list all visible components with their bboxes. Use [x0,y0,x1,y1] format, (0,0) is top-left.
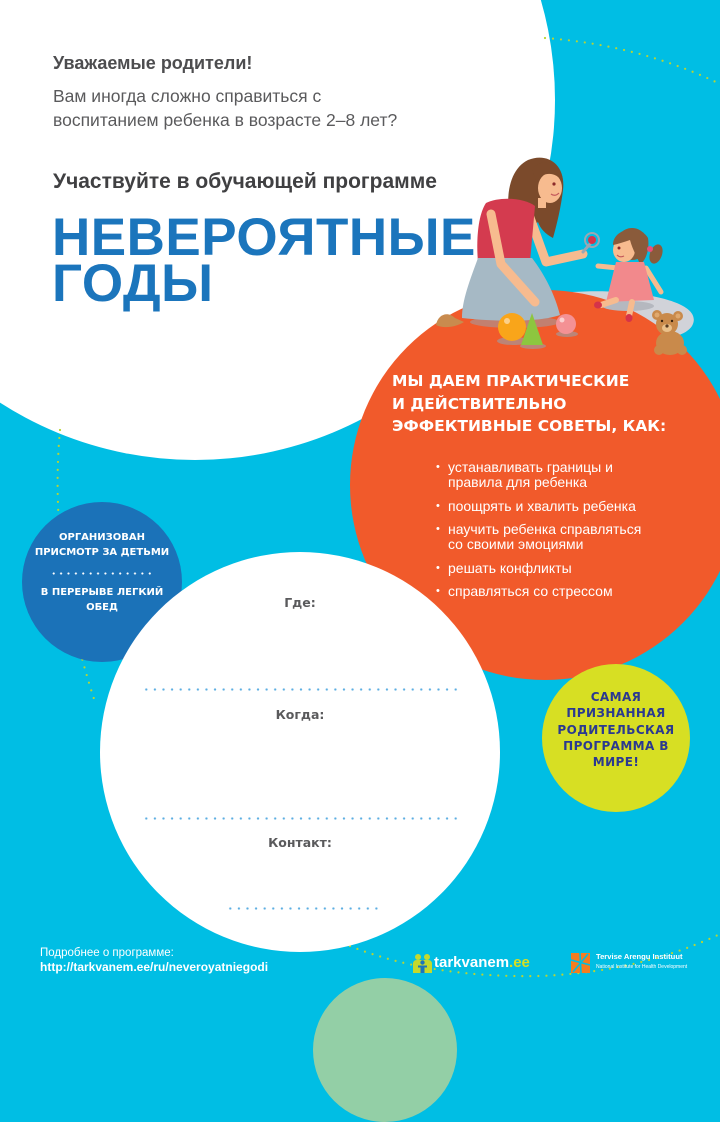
list-item-line: устанавливать границы и [448,459,613,475]
bullet-icon: • [436,461,440,473]
perk-line: ОБЕД [86,602,118,613]
intro-question-line: Вам иногда сложно справиться с [53,86,322,106]
bullet-icon: • [436,585,440,597]
perk-line: ПРИСМОТР ЗА ДЕТЬМИ [34,547,170,558]
list-item-text [448,499,636,514]
contact-field-line [226,907,378,910]
when-label: Когда: [275,707,325,722]
tarkvanem-logo [434,952,530,974]
bullet-icon: • [436,561,440,574]
advice-list [436,460,641,608]
tarkvanem-logo-tld: .ee [509,954,530,971]
invite-text: Участвуйте в обучающей программе [53,170,437,193]
list-item [436,561,641,576]
list-item-line: со своими эмоциями [448,536,584,552]
tarkvanem-logo-name: tarkvanem [434,954,510,971]
list-item [436,499,641,514]
family-house-icon [412,953,433,973]
list-item-text [448,561,572,576]
perk-childcare [22,530,182,560]
advice-heading-line: ЭФФЕКТИВНЫЕ СОВЕТЫ, КАК: [392,417,667,435]
list-item-line: правила для ребенка [448,474,588,490]
perk-line: ОРГАНИЗОВАН [58,532,145,543]
program-url-link[interactable]: http://tarkvanem.ee/ru/neveroyatniegodi [40,960,269,974]
teddy-bear [652,310,687,355]
tai-burst-icon [571,953,590,973]
when-field-line [142,817,460,820]
bullet-icon: • [436,499,440,512]
advice-heading [392,370,666,438]
program-title-line: ГОДЫ [52,254,214,313]
list-item-line: поощрять и хвалить ребенка [448,497,636,514]
girl-figure [594,228,665,322]
decorative-green-circle [313,978,457,1122]
list-item-line: научить ребенка справляться [448,521,642,537]
badge-line: САМАЯ [590,690,642,704]
recognition-badge [542,689,690,770]
contact-label: Контакт: [268,835,332,850]
more-info-label: Подробнее о программе: [40,947,174,959]
where-field-line [142,688,460,691]
advice-heading-line: И ДЕЙСТВИТЕЛЬНО [392,394,567,413]
program-title [52,208,476,313]
list-item-text [448,460,613,490]
badge-line: ПРОГРАММА В [563,738,669,753]
tai-logo-name: Tervise Arengu Instituut [596,952,683,961]
perk-line: В ПЕРЕРЫВЕ ЛЕГКИЙ [40,587,164,598]
perk-dotted-divider [50,572,154,575]
greeting-heading: Уважаемые родители! [53,53,253,73]
list-item [436,522,641,552]
tai-logo-subtitle: National Institute for Health Development [596,964,688,970]
list-item-line: решать конфликты [448,559,572,576]
bullet-icon: • [436,523,440,535]
intro-question [53,84,397,132]
intro-question-line: воспитанием ребенка в возрасте 2–8 лет? [53,110,398,130]
list-item [436,460,641,490]
list-item-text [448,522,641,552]
list-item-line: справляться со стрессом [448,583,613,599]
program-title-line: НЕВЕРОЯТНЫЕ [52,208,476,267]
where-label: Где: [284,595,316,610]
badge-line: РОДИТЕЛЬСКАЯ [557,722,675,737]
badge-line: МИРЕ! [592,755,640,769]
badge-line: ПРИЗНАННАЯ [566,706,666,721]
advice-heading-line: МЫ ДАЕМ ПРАКТИЧЕСКИЕ [392,372,630,390]
